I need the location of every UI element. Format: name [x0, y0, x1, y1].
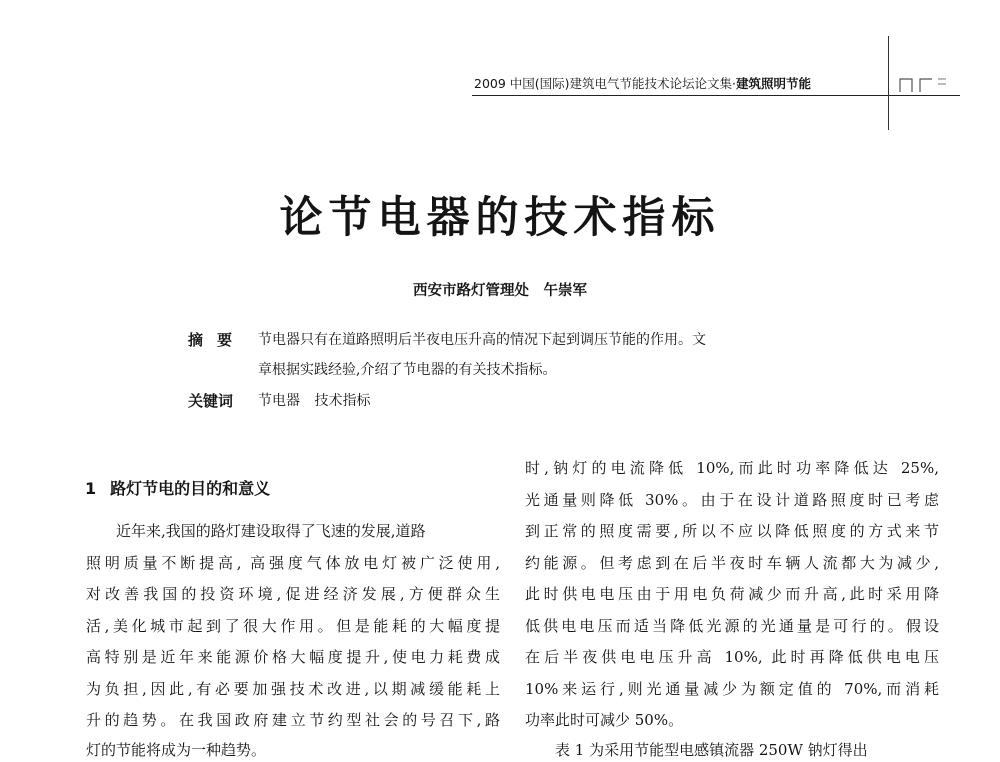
body-text-line: 对改善我国的投资环境,促进经济发展,方便群众生 [86, 585, 500, 603]
header-decoration-icon [898, 76, 948, 94]
body-text-line: 表 1 为采用节能型电感镇流器 250W 钠灯得出 [555, 741, 868, 759]
header-vertical-rule [888, 36, 889, 130]
body-text-line: 升的趋势。在我国政府建立节约型社会的号召下,路 [86, 711, 500, 729]
section-title: 路灯节电的目的和意义 [110, 479, 271, 498]
section-heading [85, 476, 270, 502]
body-text-line: 近年来,我国的路灯建设取得了飞速的发展,道路 [116, 522, 426, 540]
abstract-line: 节电器只有在道路照明后半夜电压升高的情况下起到调压节能的作用。文 [258, 332, 706, 348]
body-text-line: 功率此时可减少 50%。 [525, 711, 684, 729]
body-text-line: 高特别是近年来能源价格大幅度提升,使电力耗费成 [86, 648, 500, 666]
abstract-line: 章根据实践经验,介绍了节电器的有关技术指标。 [258, 362, 557, 378]
body-text-line: 10%来运行,则光通量减少为额定值的 70%,而消耗 [525, 680, 939, 698]
body-text-line: 时,钠灯的电流降低 10%,而此时功率降低达 25%, [525, 459, 939, 477]
body-text-line: 光通量则降低 30%。由于在设计道路照度时已考虑 [525, 491, 939, 509]
abstract-label: 摘要 [188, 331, 247, 349]
body-text-line: 活,美化城市起到了很大作用。但是能耗的大幅度提 [86, 617, 500, 635]
running-header [474, 72, 894, 96]
body-text-line: 在后半夜供电电压升高 10%, 此时再降低供电电压 [525, 648, 939, 666]
body-text-line: 灯的节能将成为一种趋势。 [86, 741, 267, 759]
keywords-label: 关键词 [188, 392, 234, 410]
running-header-prefix: 2009 中国(国际)建筑电气节能技术论坛论文集· [474, 76, 737, 91]
body-text-line: 到正常的照度需要,所以不应以降低照度的方式来节 [525, 522, 939, 540]
body-text-line: 约能源。但考虑到在后半夜时车辆人流都大为减少, [525, 554, 939, 572]
body-text-line: 低供电电压而适当降低光源的光通量是可行的。假设 [525, 617, 939, 635]
keywords-values: 节电器 技术指标 [258, 393, 371, 409]
header-rule [472, 95, 960, 96]
running-header-section: 建筑照明节能 [736, 76, 812, 91]
body-text-line: 照明质量不断提高, 高强度气体放电灯被广泛使用, [86, 554, 500, 572]
paper-title: 论节电器的技术指标 [279, 193, 721, 243]
section-number: 1 [85, 479, 97, 498]
body-text-line: 此时供电电压由于用电负荷减少而升高,此时采用降 [525, 585, 939, 603]
body-text-line: 为负担,因此,有必要加强技术改进,以期减缓能耗上 [86, 680, 500, 698]
author-affiliation: 西安市路灯管理处 午崇军 [413, 282, 587, 299]
